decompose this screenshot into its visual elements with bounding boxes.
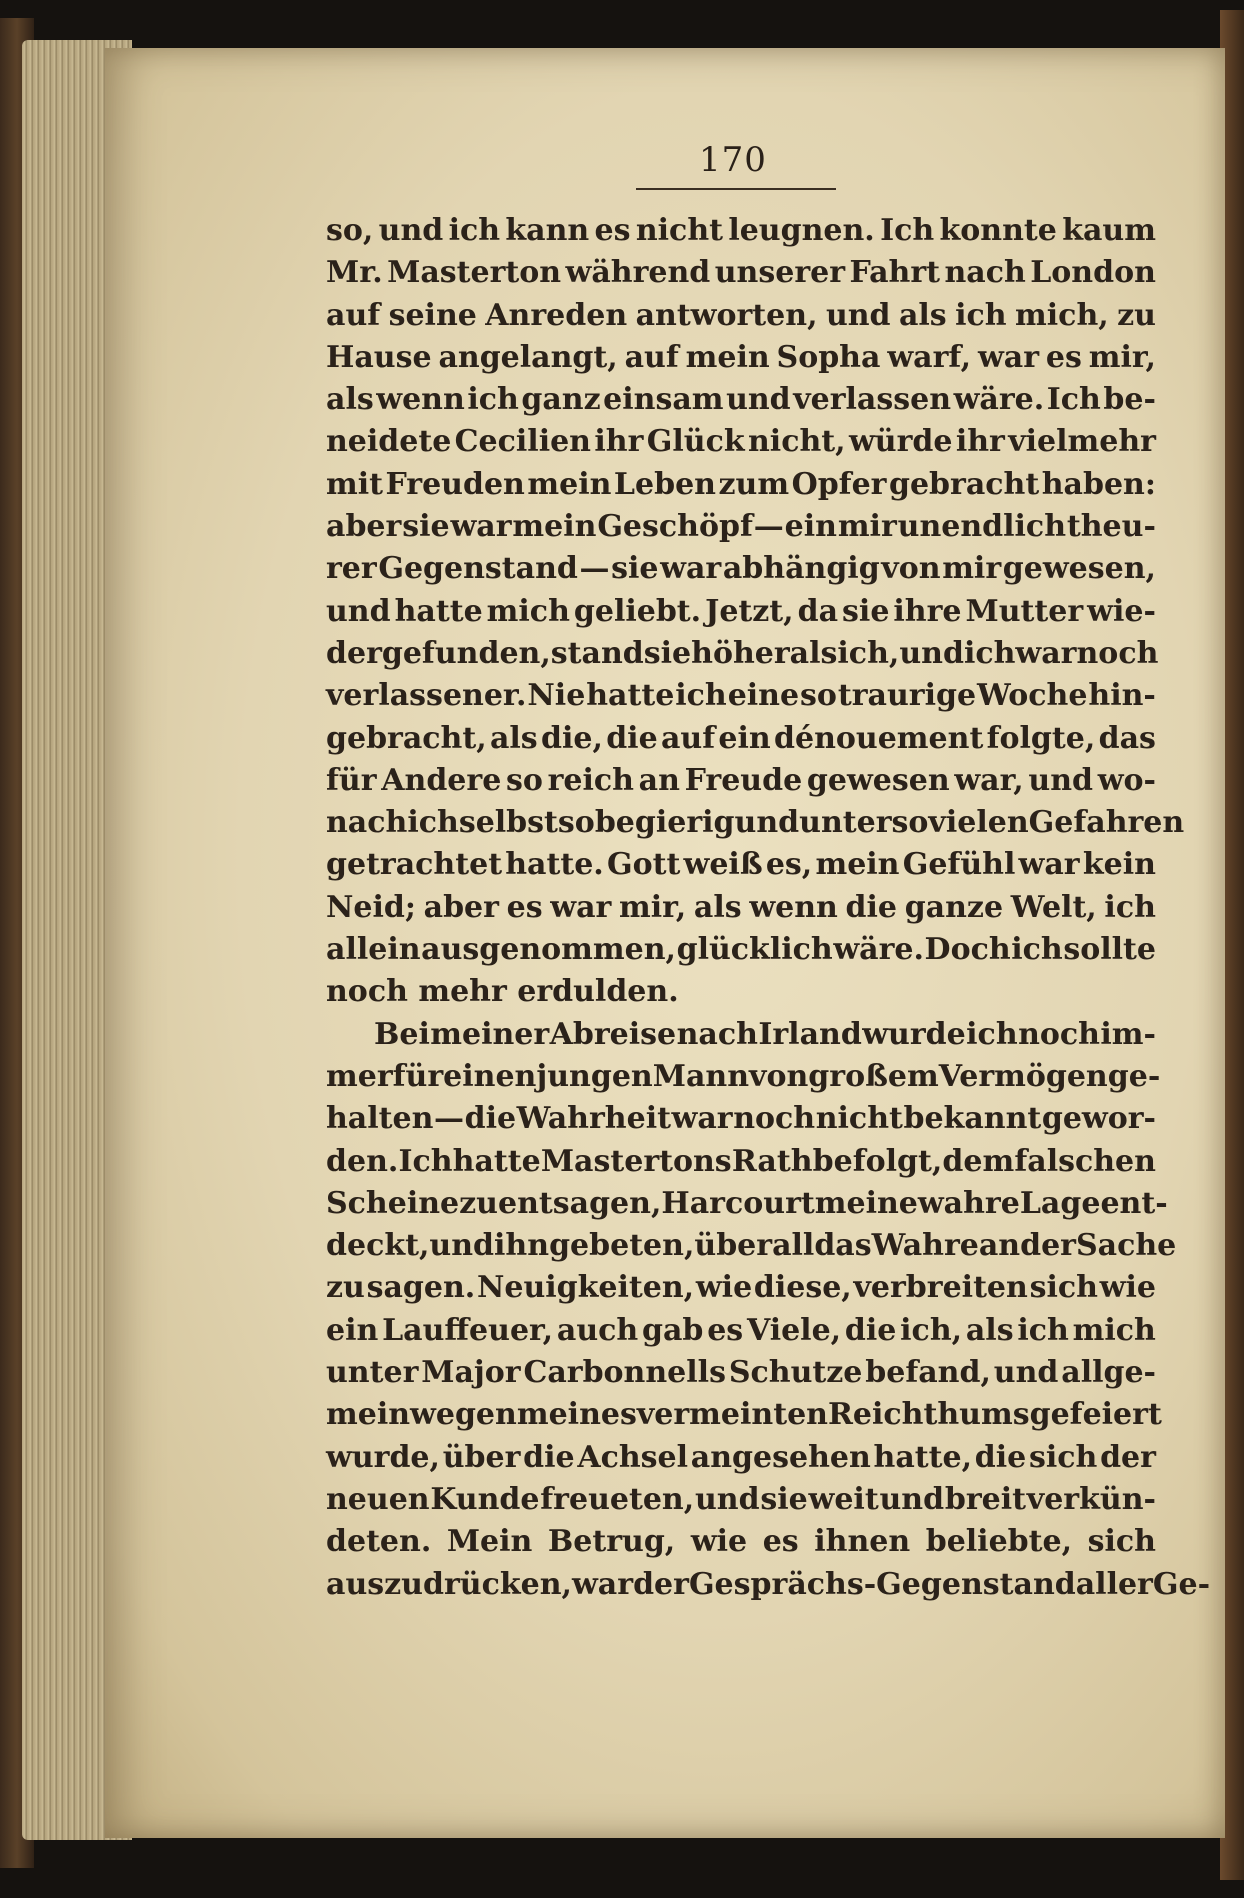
- text-line: Hause angelangt, auf mein Sopha warf, war es mir,: [326, 339, 1156, 375]
- text-line: auszudrücken, war der Gesprächs-Gegenstand aller Ge-: [326, 1566, 1211, 1602]
- text-line: mer für einen jungen Mann von großem Vermögen ge-: [326, 1058, 1161, 1094]
- header-rule: [636, 188, 836, 190]
- text-line: neuen Kunde freueten, und sie weit und breit verkün-: [326, 1481, 1156, 1517]
- body-text: [326, 210, 1211, 1606]
- text-line: nach ich selbst so begierig und unter so vielen Gefahren: [326, 805, 1185, 841]
- text-line: aber sie war mein Geschöpf — ein mir unendlich theu-: [326, 509, 1156, 545]
- text-line: Mr. Masterton während unserer Fahrt nach London: [326, 255, 1156, 291]
- text-line: so, und ich kann es nicht leugnen. Ich konnte kaum: [326, 213, 1156, 248]
- text-line: als wenn ich ganz einsam und verlassen wäre. Ich be-: [326, 382, 1156, 418]
- text-line: halten — die Wahrheit war noch nicht bekannt gewor-: [326, 1101, 1156, 1137]
- text-line: allein ausgenommen, glücklich wäre. Doch ich sollte: [326, 932, 1156, 968]
- text-line: Neid; aber es war mir, als wenn die ganze Welt, ich: [326, 889, 1156, 925]
- text-line: mein wegen meines vermeinten Reichthums gefeiert: [326, 1397, 1162, 1433]
- text-line: Bei meiner Abreise nach Irland wurde ich noch im-: [374, 1016, 1156, 1052]
- text-line: noch mehr erdulden.: [326, 974, 679, 1010]
- text-line: mit Freuden mein Leben zum Opfer gebracht haben:: [326, 466, 1156, 502]
- text-line: deckt, und ihn gebeten, überall das Wahre an der Sache: [326, 1228, 1177, 1264]
- text-line: verlassener. Nie hatte ich eine so traurige Woche hin-: [326, 678, 1156, 714]
- page-number: 170: [699, 140, 767, 180]
- text-line: zu sagen. Neuigkeiten, wie diese, verbreiten sich wie: [326, 1270, 1156, 1306]
- text-line: und hatte mich geliebt. Jetzt, da sie ihre Mutter wie-: [326, 593, 1156, 629]
- text-line: ein Lauffeuer, auch gab es Viele, die ich, als ich mich: [326, 1312, 1156, 1348]
- text-line: deten. Mein Betrug, wie es ihnen beliebte, sich: [326, 1524, 1156, 1560]
- text-line: getrachtet hatte. Gott weiß es, mein Gefühl war kein: [326, 847, 1156, 883]
- text-line: Scheine zu entsagen, Harcourt meine wahre Lage ent-: [326, 1185, 1168, 1221]
- text-line: rer Gegenstand — sie war abhängig von mir gewesen,: [326, 551, 1156, 587]
- text-line: wurde, über die Achsel angesehen hatte, die sich der: [326, 1439, 1156, 1475]
- text-line: unter Major Carbonnells Schutze befand, und allge-: [326, 1355, 1156, 1391]
- text-line: den. Ich hatte Mastertons Rath befolgt, dem falschen: [326, 1143, 1156, 1179]
- text-line: gebracht, als die, die auf ein dénouement folgte, das: [326, 720, 1156, 756]
- text-line: dergefunden, stand sie höher als ich, und ich war noch: [326, 635, 1159, 671]
- text-line: neidete Cecilien ihr Glück nicht, würde ihr vielmehr: [326, 424, 1156, 460]
- text-line: für Andere so reich an Freude gewesen war, und wo-: [326, 762, 1156, 798]
- text-line: auf seine Anreden antworten, und als ich mich, zu: [326, 297, 1156, 333]
